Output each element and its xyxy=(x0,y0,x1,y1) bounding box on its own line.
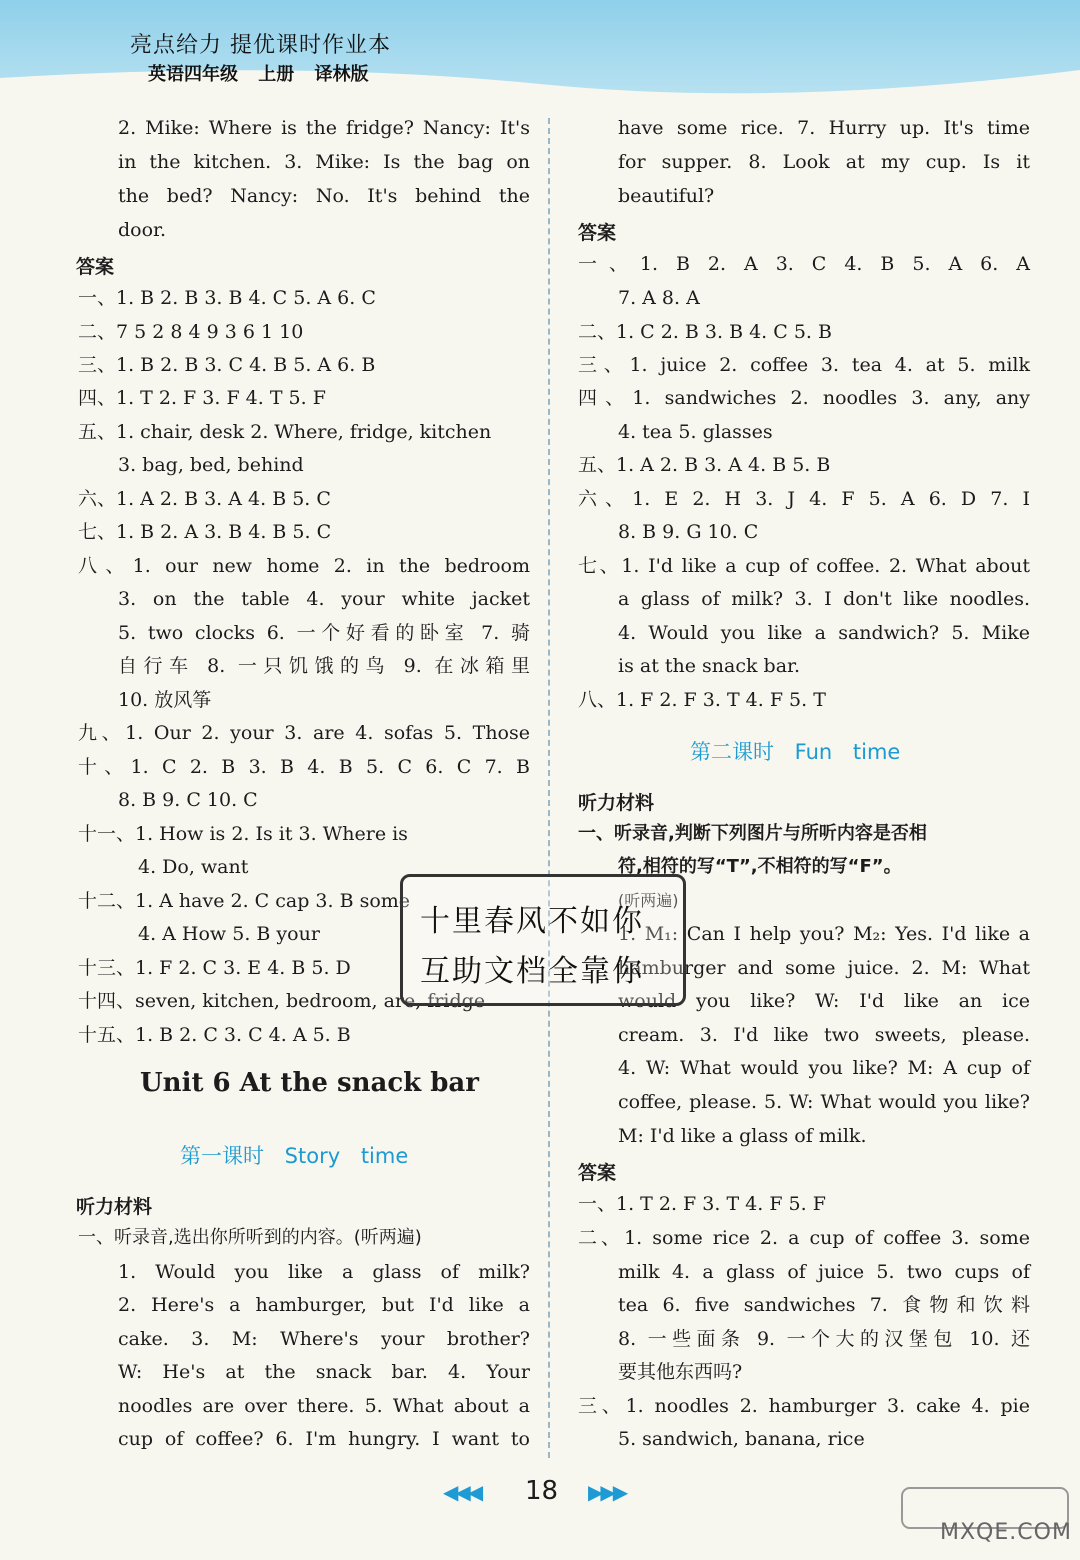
answer-line: 8. 一些面条 9. 一个大的汉堡包 10. 还 xyxy=(618,1328,1030,1350)
lesson-title: 第二课时 Fun time xyxy=(690,740,901,764)
answer-line: 三、1. noodles 2. hamburger 3. cake 4. pie xyxy=(578,1395,1030,1417)
stamp-text: 互助文档全靠你 xyxy=(420,954,644,989)
answer-line: 五、1. chair, desk 2. Where, fridge, kitchen xyxy=(78,421,492,443)
answer-line: 三、1. B 2. B 3. C 4. B 5. A 6. B xyxy=(78,354,376,376)
answers-heading: 答案 xyxy=(76,256,115,278)
next-arrows-icon: ▶▶▶ xyxy=(588,1480,626,1504)
answer-line: 六、1. A 2. B 3. A 4. B 5. C xyxy=(78,488,331,510)
text-line: beautiful? xyxy=(618,185,715,207)
listening-heading: 听力材料 xyxy=(76,1196,153,1218)
text-line: the bed? Nancy: No. It's behind the xyxy=(118,185,530,207)
answer-line: 8. B 9. G 10. C xyxy=(618,521,759,543)
answer-line: 4. tea 5. glasses xyxy=(618,421,773,443)
answer-line: 十一、1. How is 2. Is it 3. Where is xyxy=(78,823,408,845)
answer-line: a glass of milk? 3. I don't like noodles. xyxy=(618,588,1030,610)
answer-line: 五、1. A 2. B 3. A 4. B 5. B xyxy=(578,454,831,476)
answer-line: 二、7 5 2 8 4 9 3 6 1 10 xyxy=(78,321,304,343)
book-title: 亮点给力 提优课时作业本 xyxy=(130,33,391,58)
text-line: for supper. 8. Look at my cup. Is it xyxy=(618,151,1030,173)
text-line: have some rice. 7. Hurry up. It's time xyxy=(618,117,1030,139)
listening-line: cake. 3. M: Where's your brother? xyxy=(118,1328,530,1350)
answer-line: 二、1. some rice 2. a cup of coffee 3. some xyxy=(578,1227,1030,1249)
listening-line: 4. W: What would you like? M: A cup of xyxy=(618,1057,1030,1079)
listening-line: cream. 3. I'd like two sweets, please. xyxy=(618,1024,1030,1046)
answer-line: 十二、1. A have 2. C cap 3. B some xyxy=(78,890,411,912)
answer-line: 自行车 8. 一只饥饿的鸟 9. 在冰箱里 xyxy=(118,655,530,677)
answer-line: 三、1. juice 2. coffee 3. tea 4. at 5. milk xyxy=(578,354,1030,376)
answer-line: 4. Would you like a sandwich? 5. Mike xyxy=(618,622,1030,644)
answer-line: 7. A 8. A xyxy=(618,287,700,309)
answer-line: 一、1. B 2. A 3. C 4. B 5. A 6. A xyxy=(578,253,1030,275)
answer-line: is at the snack bar. xyxy=(618,655,801,677)
text-line: in the kitchen. 3. Mike: Is the bag on xyxy=(118,151,530,173)
answer-line: 十四、seven, kitchen, bedroom, are, fridge xyxy=(78,990,486,1012)
listening-instruction: 一、听录音,判断下列图片与所听内容是否相 xyxy=(578,823,927,844)
answer-line: 二、1. C 2. B 3. B 4. C 5. B xyxy=(578,321,832,343)
page-number: 18 xyxy=(525,1476,559,1506)
answer-line: 十五、1. B 2. C 3. C 4. A 5. B xyxy=(78,1024,351,1046)
listening-line: W: He's at the snack bar. 4. Your xyxy=(118,1361,530,1383)
answer-line: 七、1. I'd like a cup of coffee. 2. What about xyxy=(578,555,1030,577)
answer-line: 一、1. T 2. F 3. T 4. F 5. F xyxy=(578,1193,826,1215)
stamp-text: 十里春风不如你 xyxy=(420,904,644,939)
answer-line: tea 6. five sandwiches 7. 食物和饮料 xyxy=(618,1294,1030,1316)
answer-line: 八、1. our new home 2. in the bedroom xyxy=(78,555,530,577)
page-header xyxy=(0,0,1080,100)
text-line: door. xyxy=(118,219,167,241)
prev-arrows-icon: ◀◀◀ xyxy=(443,1480,481,1504)
listening-line: M: I'd like a glass of milk. xyxy=(618,1125,867,1147)
answer-line: 5. two clocks 6. 一个好看的卧室 7. 骑 xyxy=(118,622,530,644)
answer-line: 10. 放风筝 xyxy=(118,689,212,711)
listening-line: 2. Here's a hamburger, but I'd like a xyxy=(118,1294,530,1316)
listening-line: noodles are over there. 5. What about a xyxy=(118,1395,530,1417)
listening-instruction: 一、听录音,选出你所听到的内容。(听两遍) xyxy=(78,1227,422,1248)
answer-line: 八、1. F 2. F 3. T 4. F 5. T xyxy=(578,689,826,711)
answer-line: 一、1. B 2. B 3. B 4. C 5. A 6. C xyxy=(78,287,376,309)
listening-line: 1. Would you like a glass of milk? xyxy=(118,1261,530,1283)
answer-line: 5. sandwich, banana, rice xyxy=(618,1428,865,1450)
answer-line: 4. Do, want xyxy=(138,856,249,878)
listening-instruction: 符,相符的写“T”,不相符的写“F”。 xyxy=(618,856,902,877)
answer-line: 要其他东西吗? xyxy=(618,1361,743,1383)
answer-line: 3. bag, bed, behind xyxy=(118,454,304,476)
answer-line: 七、1. B 2. A 3. B 4. B 5. C xyxy=(78,521,332,543)
answers-heading: 答案 xyxy=(578,222,617,244)
answers-heading: 答案 xyxy=(578,1162,617,1184)
answer-line: milk 4. a glass of juice 5. two cups of xyxy=(618,1261,1030,1283)
answer-line: 十、1. C 2. B 3. B 4. B 5. C 6. C 7. B xyxy=(78,756,530,778)
watermark-text: MXQE.COM xyxy=(940,1520,1072,1545)
listening-instruction: (听两遍) xyxy=(618,891,679,910)
answer-line: 8. B 9. C 10. C xyxy=(118,789,258,811)
answer-line: 四、1. sandwiches 2. noodles 3. any, any xyxy=(578,387,1030,409)
listening-line: hamburger and some juice. 2. M: What xyxy=(618,957,1030,979)
answer-line: 3. on the table 4. your white jacket xyxy=(118,588,530,610)
text-line: 2. Mike: Where is the fridge? Nancy: It's xyxy=(118,117,530,139)
listening-line: cup of coffee? 6. I'm hungry. I want to xyxy=(118,1428,530,1450)
answer-line: 4. A How 5. B your xyxy=(138,923,320,945)
answer-line: 四、1. T 2. F 3. F 4. T 5. F xyxy=(78,387,326,409)
lesson-title: 第一课时 Story time xyxy=(180,1144,409,1168)
answer-line: 十三、1. F 2. C 3. E 4. B 5. D xyxy=(78,957,351,979)
listening-heading: 听力材料 xyxy=(578,792,655,814)
column-divider xyxy=(548,118,550,1458)
book-subtitle: 英语四年级 上册 译林版 xyxy=(148,64,369,85)
listening-line: would you like? W: I'd like an ice xyxy=(618,990,1030,1012)
unit-title: Unit 6 At the snack bar xyxy=(140,1068,479,1098)
answer-line: 九、1. Our 2. your 3. are 4. sofas 5. Those xyxy=(78,722,530,744)
listening-line: coffee, please. 5. W: What would you like? xyxy=(618,1091,1030,1113)
listening-line: 1. M₁: Can I help you? M₂: Yes. I'd like a xyxy=(618,923,1030,945)
answer-line: 六、1. E 2. H 3. J 4. F 5. A 6. D 7. I xyxy=(578,488,1030,510)
